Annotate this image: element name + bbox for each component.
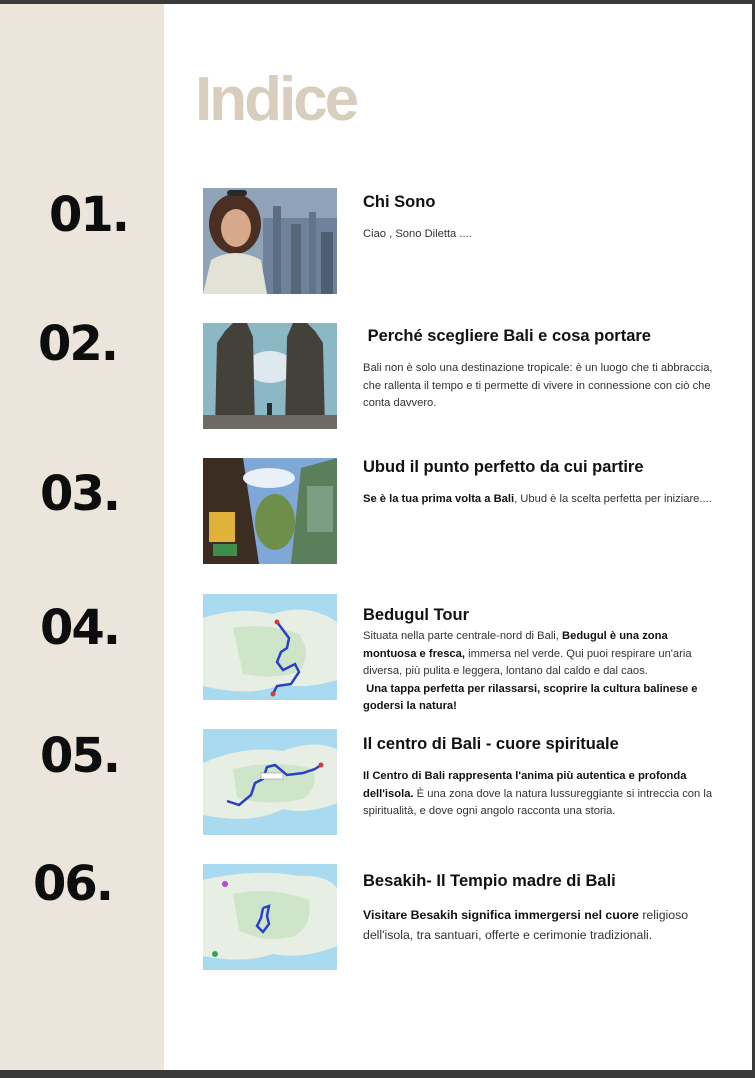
entry-text xyxy=(363,491,723,509)
ubud-street-image xyxy=(203,458,337,564)
entry-text-rest: immersa nel verde. Qui puoi respirare un'aria diversa, più pulita e leggera, lontano dal caldo e dal caos. xyxy=(363,647,692,677)
bedugul-map-image xyxy=(203,594,337,700)
entry-text-rest: È una zona dove la natura lussureggiante si intreccia con la spiritualità, e dove ogni angolo racconta una storia. xyxy=(363,787,713,817)
portrait-image xyxy=(203,188,337,294)
entry-04[interactable] xyxy=(363,606,723,716)
entry-02[interactable] xyxy=(363,327,723,413)
index-page xyxy=(0,4,752,1070)
entry-text-intro: Situata nella parte centrale-nord di Bali, xyxy=(363,630,563,642)
entry-06[interactable] xyxy=(363,872,723,945)
entry-number-02: 02. xyxy=(38,316,118,372)
entry-heading[interactable]: Il centro di Bali - cuore spirituale xyxy=(363,735,619,753)
entry-number-03: 03. xyxy=(40,466,120,522)
besakih-map-image xyxy=(203,864,337,970)
entry-heading[interactable]: Ubud il punto perfetto da cui partire xyxy=(363,458,644,476)
entry-text-bold: Il Centro di Bali rappresenta l'anima più autentica e profonda dell'isola. xyxy=(363,770,687,800)
page-title: Indice xyxy=(195,65,357,134)
entry-heading[interactable]: Bedugul Tour xyxy=(363,606,470,624)
entry-text-bold: Bedugul è una zona montuosa e fresca, xyxy=(363,630,668,660)
entry-05[interactable] xyxy=(363,735,723,821)
entry-01[interactable] xyxy=(363,193,723,244)
entry-03[interactable] xyxy=(363,458,723,509)
entry-heading[interactable]: Chi Sono xyxy=(363,193,436,211)
entry-text-bold: Se è la tua prima volta a Bali xyxy=(363,493,515,505)
entry-number-01: 01. xyxy=(49,187,129,243)
entry-text-rest: , Ubud è la scelta perfetta per iniziare.... xyxy=(514,493,712,505)
entry-text: Ciao , Sono Diletta .... xyxy=(363,228,472,240)
entry-number-04: 04. xyxy=(40,600,120,656)
entry-number-05: 05. xyxy=(40,728,120,784)
central-bali-map-image xyxy=(203,729,337,835)
entry-text-bold-closing: Una tappa perfetta per rilassarsi, scoprire la cultura balinese e godersi la natura! xyxy=(363,682,701,712)
entry-heading[interactable]: Besakih- Il Tempio madre di Bali xyxy=(363,872,616,890)
temple-gate-image xyxy=(203,323,337,429)
entry-heading[interactable]: Perché scegliere Bali e cosa portare xyxy=(363,327,651,345)
entry-text: Bali non è solo una destinazione tropicale: è un luogo che ti abbraccia, che rallenta il tempo e ti permette di vivere in connessione con ciò che conta davvero. xyxy=(363,362,713,409)
entry-text xyxy=(363,905,723,945)
entry-text-rest: religioso dell'isola, tra santuari, offerte e cerimonie tradizionali. xyxy=(363,908,689,942)
entry-number-06: 06. xyxy=(33,856,113,912)
entry-text-bold: Visitare Besakih significa immergersi nel cuore xyxy=(363,908,639,922)
entry-text xyxy=(363,768,723,821)
entry-text xyxy=(363,628,723,716)
